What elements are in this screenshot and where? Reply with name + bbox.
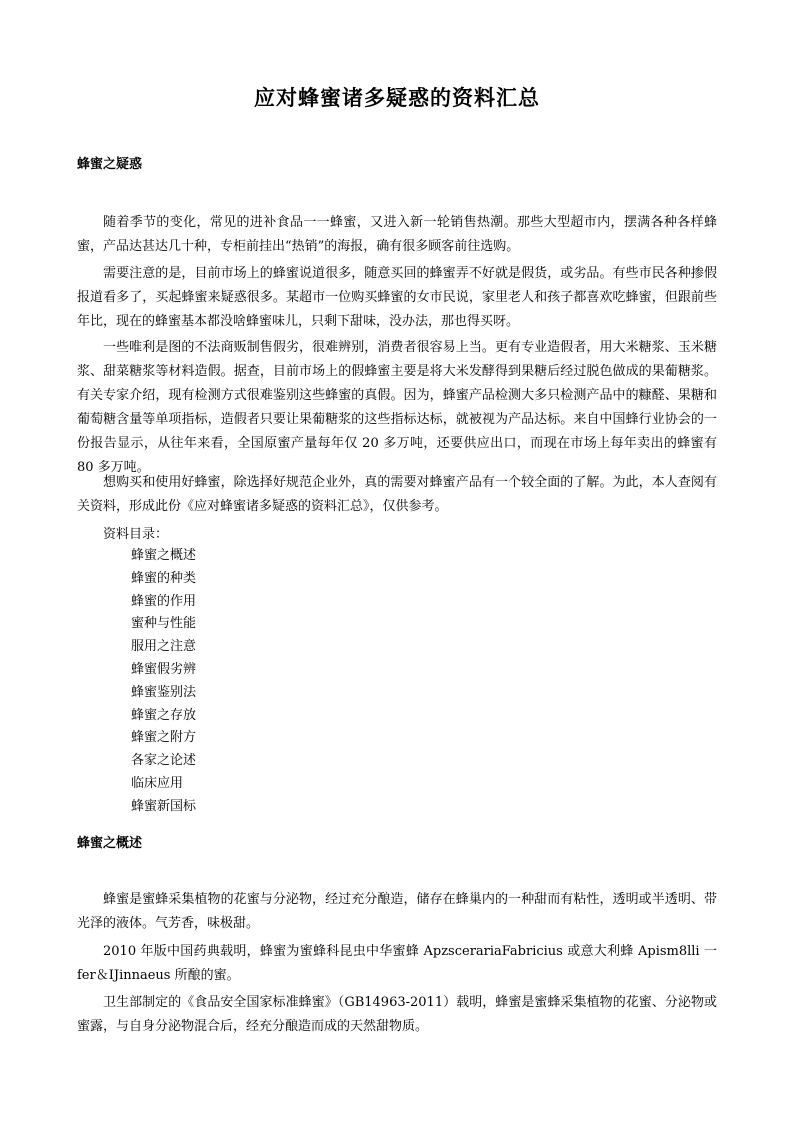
paragraph: 想购买和使用好蜂蜜，除选择好规范企业外，真的需要对蜂蜜产品有一个较全面的了解。为此，本人查阅有关资料，形成此份《应对蜂蜜诸多疑惑的资料汇总》，仅供参考。 bbox=[77, 475, 717, 514]
section-heading-doubts: 蜂蜜之疑惑 bbox=[77, 157, 143, 172]
toc-list bbox=[131, 545, 196, 819]
toc-item: 蜜种与性能 bbox=[131, 616, 197, 632]
toc-item: 临床应用 bbox=[131, 775, 184, 791]
paragraph: 需要注意的是，目前市场上的蜂蜜说道很多，随意买回的蜂蜜弄不好就是假货，或劣品。有些市民各种掺假报道看多了，买起蜂蜜来疑惑很多。某超市一位购买蜂蜜的女市民说，家里老人和孩子都喜欢吃蜂蜜，但跟前些年比，现在的蜂蜜基本都没啥蜂蜜味儿，只剩下甜味，没办法，那也得买呀。 bbox=[77, 266, 717, 329]
toc-item: 蜂蜜的作用 bbox=[131, 593, 197, 609]
toc-item: 蜂蜜鉴别法 bbox=[131, 684, 197, 700]
section-heading-overview: 蜂蜜之概述 bbox=[77, 836, 143, 851]
paragraph: 2010 年版中国药典载明，蜂蜜为蜜蜂科昆虫中华蜜蜂 ApzscerariaFabricius 或意大利蜂 Apism8lli 一fer＆IJinnaeus 所酿的蜜。 bbox=[77, 944, 717, 983]
paragraph: 蜂蜜是蜜蜂采集植物的花蜜与分泌物，经过充分酿造，储存在蜂巢内的一种甜而有粘性，透明或半透明、带光泽的液体。气芳香，味极甜。 bbox=[77, 892, 717, 931]
toc-item: 蜂蜜之附方 bbox=[131, 730, 197, 746]
toc-title: 资料目录： bbox=[103, 527, 169, 542]
toc-item: 各家之论述 bbox=[131, 753, 197, 769]
paragraph: 卫生部制定的《食品安全国家标准蜂蜜》（GB14963-2011）载明，蜂蜜是蜜蜂采集植物的花蜜、分泌物或蜜露，与自身分泌物混合后，经充分酿造而成的天然甜物质。 bbox=[77, 995, 717, 1034]
paragraph: 随着季节的变化，常见的进补食品一一蜂蜜，又进入新一轮销售热潮。那些大型超市内，摆满各种各样蜂蜜，产品达甚达几十种，专柜前挂出“热销”的海报，确有很多顾客前往选购。 bbox=[77, 215, 717, 254]
toc-item: 蜂蜜假劣辨 bbox=[131, 661, 197, 677]
toc-item: 蜂蜜的种类 bbox=[131, 570, 197, 586]
toc-item: 蜂蜜之概述 bbox=[131, 548, 197, 563]
toc-item: 蜂蜜新国标 bbox=[131, 798, 197, 814]
paragraph: 一些唯利是图的不法商贩制售假劣，很难辨别，消费者很容易上当。更有专业造假者，用大米糖浆、玉米糖浆、甜菜糖浆等材料造假。据查，目前市场上的假蜂蜜主要是将大米发酵得到果糖后经过脱色做成的果葡糖浆。有关专家介绍，现有检测方式很难鉴别这些蜂蜜的真假。因为，蜂蜜产品检测大多只检测产品中的糠醛、果糖和葡萄糖含量等单项指标，造假者只要让果葡糖浆的这些指标达标，就被视为产品达标。来自中国蜂行业协会的一份报告显示，从往年来看，全国原蜜产量每年仅 20 多万吨，还要供应出口，而现在市场上每年卖出的蜂蜜有 80 多万吨。 bbox=[77, 340, 717, 475]
toc-item: 蜂蜜之存放 bbox=[131, 707, 197, 723]
toc-item: 服用之注意 bbox=[131, 639, 197, 655]
document-title: 应对蜂蜜诸多疑惑的资料汇总 bbox=[254, 85, 540, 110]
